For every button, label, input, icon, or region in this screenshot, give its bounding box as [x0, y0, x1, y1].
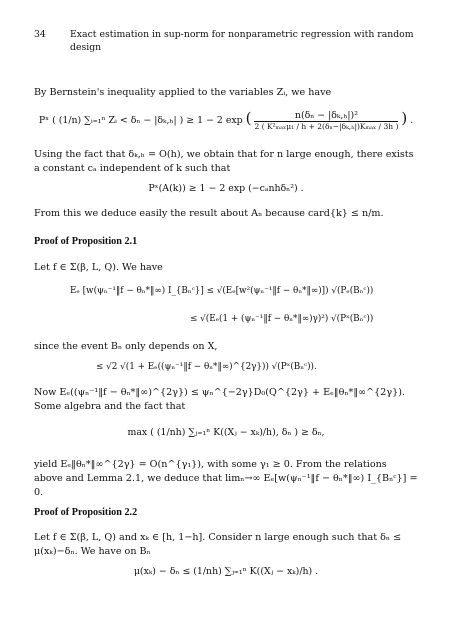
paragraph-let-f: Let f ∈ Σ(β, L, Q). We have [34, 262, 163, 273]
paragraph-event-bn: since the event Bₙ only depends on X, [34, 341, 218, 352]
equation-expectation-1: Eₑ [w(ψₙ⁻¹‖f − θₙ*‖∞) I_{Bₙᶜ}] ≤ √(Eₑ[w²(ψₙ⁻¹‖f − θₙ*‖∞)]) √(Pₑ(Bₙᶜ)) [70, 286, 374, 296]
exponent-numerator: n(δₙ − |δₖ,ₕ|)² [294, 109, 358, 121]
equation-bernstein-end: . [410, 115, 414, 126]
paragraph-let-xk: Let f ∈ Σ(β, L, Q) and xₖ ∈ [h, 1−h]. Consider n large enough such that δₙ ≤ μ(xₖ)−δₙ. We have on Bₙ [34, 532, 402, 557]
equation-sqrt-bound: ≤ √2 √(1 + Eₑ((ψₙ⁻¹‖f − θₙ*‖∞)^{2γ})) √(Pˣ(Bₙᶜ)). [96, 362, 317, 372]
paragraph-bernstein: By Bernstein's inequality applied to the variables Zᵢ, we have [34, 87, 332, 98]
paragraph-delta-fact: Using the fact that δₖ,ₕ = O(h), we obtain that for n large enough, there exists a constant cₐ independent of k such that [34, 149, 414, 174]
paragraph-yield: yield Eₑ‖θₙ*‖∞^{2γ} = O(n^{γ₁}), with some γ₁ ≥ 0. From the relations above and Lemma 2.1, we deduce that limₙ→∞ Eₑ[w(ψₙ⁻¹‖f − θₙ*‖∞) I_{Bₙᶜ}] = 0. [34, 459, 418, 498]
equation-max-bound: max ( (1/nh) ∑ⱼ₌₁ⁿ K((Xⱼ − xₖ)/h), δₙ ) ≥ δₙ, [127, 427, 325, 438]
equation-bernstein-exponent [254, 110, 398, 131]
running-title: Exact estimation in sup-norm for nonparametric regression with random design [70, 29, 414, 54]
equation-bernstein: Pˣ ( (1/n) ∑ᵢ₌₁ⁿ Zᵢ < δₙ − |δₖ,ₕ| ) ≥ 1 − 2 exp ( $\frac{\text{n(δₙ − |δₖ,ₕ|)²}}{\text{2 ( K²ₘₐₓμ₁ / h + 2(δₙ−|δₖ,ₕ|)Kₘₐₓ / 3h )}}$ ) . [38, 109, 414, 132]
exponent-denominator: 2 ( K²ₘₐₓμ₁ / h + 2(δₙ−|δₖ,ₕ|)Kₘₐₓ / 3h ) [254, 122, 399, 132]
paragraph-now: Now Eₑ((ψₙ⁻¹‖f − θₙ*‖∞)^{2γ}) ≤ ψₙ^{−2γ}D₀(Q^{2γ} + Eₑ‖θₙ*‖∞^{2γ}). Some algebra and the fact that [34, 387, 405, 412]
running-header [34, 28, 418, 55]
paragraph-card: From this we deduce easily the result about Aₙ because card{k} ≤ n/m. [34, 208, 384, 219]
heading-proof-2-1: Proof of Proposition 2.1 [34, 236, 138, 247]
equation-expectation-2: ≤ √(Eₑ(1 + (ψₙ⁻¹‖f − θₙ*‖∞)γ)²) √(Pˣ(Bₙᶜ)) [190, 314, 374, 324]
equation-mu-bound: μ(xₖ) − δₙ ≤ (1/nh) ∑ⱼ₌₁ⁿ K((Xⱼ − xₖ)/h) . [133, 566, 319, 577]
equation-bernstein-lhs: Pˣ ( (1/n) ∑ᵢ₌₁ⁿ Zᵢ < δₙ − |δₖ,ₕ| ) ≥ 1 − 2 exp [38, 115, 243, 126]
equation-prob-ak: Pˣ(A(k)) ≥ 1 − 2 exp (−cₐnhδₙ²) . [148, 183, 304, 194]
heading-proof-2-2: Proof of Proposition 2.2 [34, 507, 138, 518]
page-number: 34 [34, 29, 46, 40]
